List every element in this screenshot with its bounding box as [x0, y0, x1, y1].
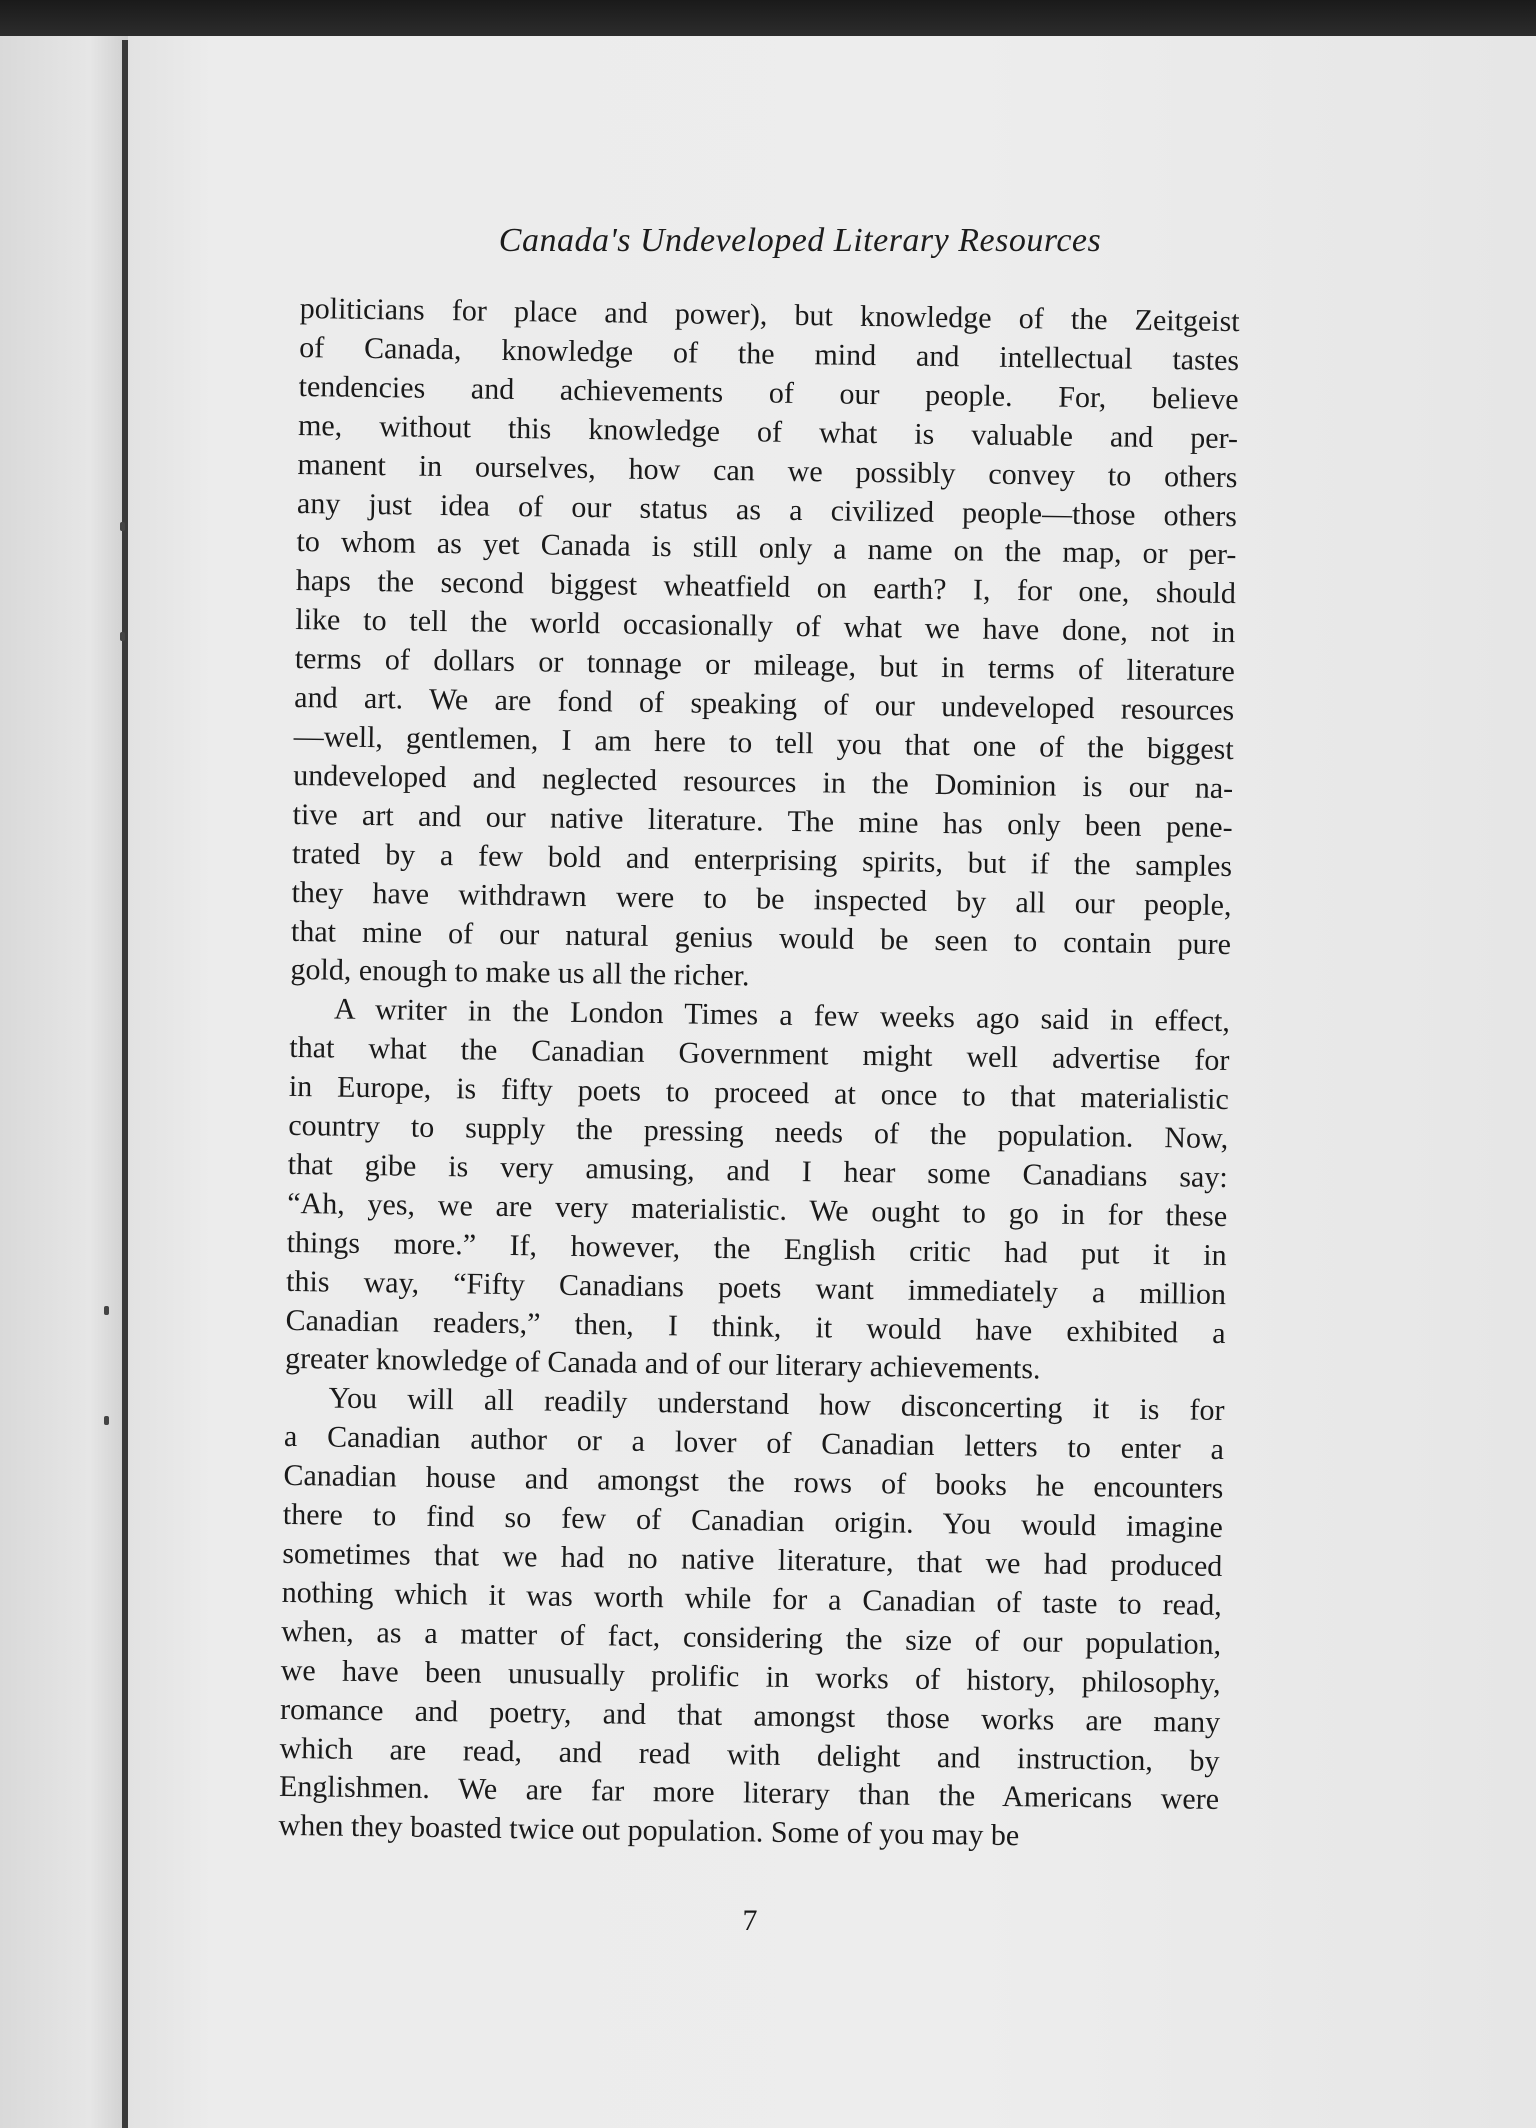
text-line: —well, gentlemen, I am here to tell you that one of the biggest [293, 719, 1234, 767]
text-line: that what the Canadian Government might well advertise for [289, 1031, 1230, 1078]
text-line: things more.” If, however, the English critic had put it in [286, 1225, 1227, 1272]
running-head: Canada's Undeveloped Literary Resources [498, 222, 1102, 259]
paragraph [278, 1379, 1224, 1859]
text-line: Canadian readers,” then, I think, it would have exhibited a [285, 1303, 1226, 1350]
text-line: sometimes that we had no native literature, that we had produced [282, 1536, 1223, 1583]
text-line: Englishmen. We are far more literary than the Americans were [278, 1770, 1220, 1817]
text-line: tendencies and achievements of our people. For, believe [298, 369, 1239, 416]
paragraph [290, 290, 1240, 1003]
text-line: that gibe is very amusing, and I hear some Canadians say: [287, 1147, 1228, 1194]
text-line: You will all readily understand how disconcerting it is for [328, 1381, 1225, 1428]
binding-mark [104, 1306, 109, 1315]
text-line: politicians for place and power), but knowledge of the Zeitgeist [299, 291, 1240, 339]
binding-mark [104, 1416, 109, 1425]
binding-mark [120, 632, 125, 641]
binding-mark [120, 522, 125, 531]
text-line: we have been unusually prolific in works of history, philosophy, [280, 1653, 1221, 1700]
text-line: which are read, and read with delight and instruction, by [279, 1731, 1220, 1778]
text-line: and art. We are fond of speaking of our undeveloped resources [294, 681, 1235, 728]
text-line: when they boasted twice out population. Some of you may be [278, 1809, 1020, 1853]
text-line: there to find so few of Canadian origin. You would imagine [282, 1497, 1224, 1545]
text-line: like to tell the world occasionally of what we have done, not in [295, 603, 1236, 650]
text-line: of Canada, knowledge of the mind and intellectual tastes [298, 330, 1240, 378]
text-line: Canadian house and amongst the rows of books he encounters [283, 1459, 1224, 1506]
text-line: manent in ourselves, how can we possibly convey to others [297, 447, 1238, 494]
paragraph [285, 990, 1230, 1392]
text-line: haps the second biggest wheatfield on earth? I, for one, should [295, 564, 1237, 611]
text-line: this way, “Fifty Canadians poets want immediately a million [285, 1264, 1227, 1311]
page-number: 7 [742, 1904, 758, 1937]
text-line: A writer in the London Times a few weeks ago said in effect, [333, 992, 1231, 1039]
text-line: undeveloped and neglected resources in the Dominion is our na- [292, 758, 1234, 805]
text-line: gold, enough to make us all the richer. [290, 953, 750, 993]
text-line: greater knowledge of Canada and of our literary achievements. [284, 1342, 1041, 1386]
text-line: nothing which it was worth while for a Canadian of taste to read, [281, 1575, 1222, 1622]
text-line: tive art and our native literature. The mine has only been pene- [292, 797, 1233, 844]
text-line: when, as a matter of fact, considering the size of our population, [281, 1614, 1222, 1661]
body-text [278, 290, 1240, 1859]
text-line: country to supply the pressing needs of the population. Now, [288, 1108, 1229, 1156]
text-line: “Ah, yes, we are very materialistic. We ought to go in for these [287, 1186, 1228, 1233]
text-line: romance and poetry, and that amongst those works are many [279, 1692, 1221, 1739]
text-line: terms of dollars or tonnage or mileage, but in terms of literature [294, 642, 1235, 689]
text-line: to whom as yet Canada is still only a name on the map, or per- [296, 525, 1237, 572]
text-line: in Europe, is fifty poets to proceed at once to that materialistic [288, 1070, 1230, 1117]
text-line: that mine of our natural genius would be seen to contain pure [290, 914, 1232, 961]
facing-page-edge [0, 36, 128, 2128]
text-line: they have withdrawn were to be inspected by all our people, [291, 875, 1232, 922]
text-line: me, without this knowledge of what is valuable and per- [297, 408, 1239, 455]
text-line: any just idea of our status as a civilized people—those others [296, 486, 1238, 533]
text-line: trated by a few bold and enterprising spirits, but if the samples [291, 836, 1233, 883]
text-line: a Canadian author or a lover of Canadian letters to enter a [283, 1420, 1225, 1467]
